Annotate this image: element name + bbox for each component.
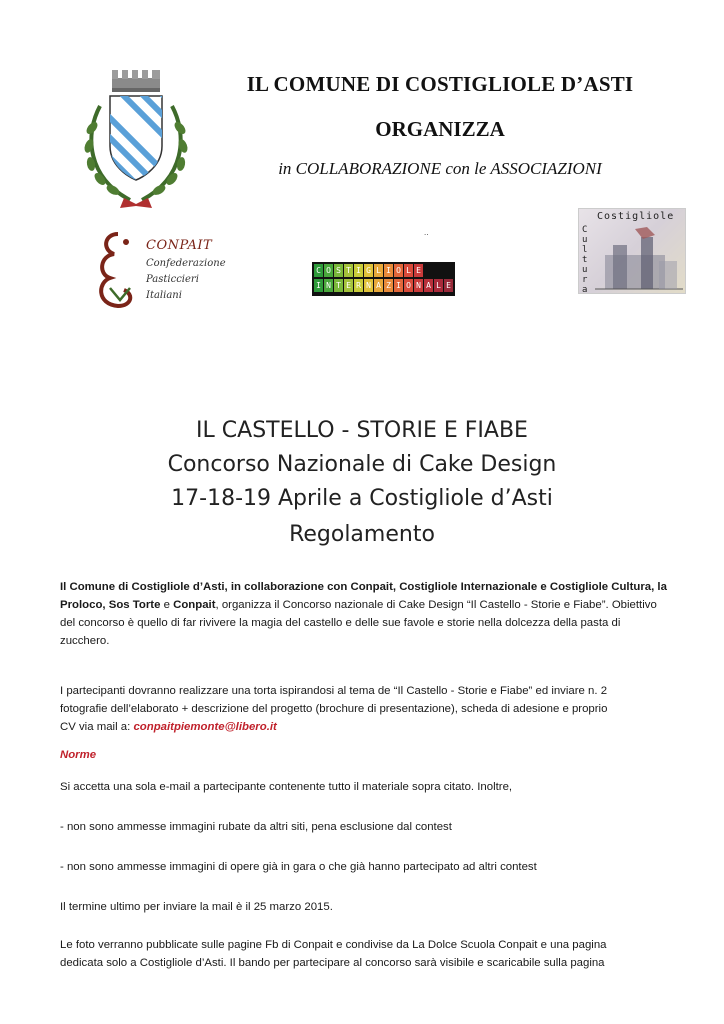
logo-letter-tile: O — [324, 264, 333, 277]
regolamento-heading: Regolamento — [289, 522, 435, 547]
contact-email-link[interactable]: conpaitpiemonte@libero.it — [133, 721, 277, 733]
logo-letter-tile: O — [394, 264, 403, 277]
rule-no-stolen-images: - non sono ammesse immagini rubate da altri siti, pena esclusione dal contest — [60, 821, 452, 833]
logo-letter-tile: C — [314, 264, 323, 277]
header-collaborazione: in COLLABORAZIONE con le ASSOCIAZIONI — [278, 159, 602, 178]
logo-letter-tile: G — [364, 264, 373, 277]
conpait-logo — [94, 230, 244, 310]
logo-letter-tile: N — [364, 279, 373, 292]
logo-letter-tile: E — [444, 279, 453, 292]
publication-line2: dedicata solo a Costigliole d’Asti. Il bando per partecipare al concorso sarà visibile e scaricabile sulla pagina — [60, 957, 605, 969]
conpait-line2: Pasticcieri — [146, 274, 199, 285]
participation-paragraph — [60, 682, 670, 736]
costigliole-cultura-logo — [578, 208, 686, 294]
event-subtitle: Concorso Nazionale di Cake Design — [167, 452, 557, 477]
logo-letter-tile: Z — [384, 279, 393, 292]
event-title: IL CASTELLO - STORIE E FIABE — [196, 418, 528, 443]
participation-line1: I partecipanti dovranno realizzare una torta ispirandosi al tema de “Il Castello - Storie e Fiabe” ed inviare n. 2 — [60, 685, 608, 697]
rule-no-previous-works: - non sono ammesse immagini di opere già in gara o che già hanno partecipato ad altri contest — [60, 861, 537, 873]
publication-line1: Le foto verranno pubblicate sulle pagine Fb di Conpait e condivise da La Dolce Scuola Conpait e una pagina — [60, 939, 607, 951]
logo-letter-tile: T — [334, 279, 343, 292]
logo-letter-tile: N — [414, 279, 423, 292]
header-title: IL COMUNE DI COSTIGLIOLE D’ASTI — [246, 72, 634, 96]
logo-letter-tile: I — [384, 264, 393, 277]
logo-letter-tile: L — [434, 279, 443, 292]
logo-letter-tile: E — [414, 264, 423, 277]
conpait-emblem — [94, 230, 140, 310]
participation-line2: fotografie dell’elaborato + descrizione del progetto (brochure di presentazione), scheda di adesione e proprio — [60, 703, 608, 715]
participation-line3: CV via mail a: — [60, 721, 134, 733]
header-organizza: ORGANIZZA — [375, 117, 505, 141]
intro-rest: , organizza il Concorso nazionale di Cake Design “Il Castello - Storie e Fiabe”. Obiettivo del concorso è quello di far rivivere la magia del castello e delle sue favole e storie nella dolcezza della pasta di zucchero. — [60, 599, 657, 647]
intro-paragraph — [60, 578, 670, 650]
logo-letter-tile: A — [424, 279, 433, 292]
intro-and: e — [160, 599, 174, 611]
logo-letter-tile: I — [394, 279, 403, 292]
event-dates: 17-18-19 Aprile a Costigliole d’Asti — [171, 486, 553, 511]
logo-letter-tile: N — [324, 279, 333, 292]
coat-of-arms-logo — [78, 66, 194, 212]
logo-letter-tile: S — [334, 264, 343, 277]
logo-letter-tile: L — [374, 264, 383, 277]
cultura-top-text: Costigliole — [597, 211, 675, 222]
separator-dots: .. — [424, 228, 429, 237]
intro-bold-conpait: Conpait — [173, 599, 216, 611]
logo-letter-tile: I — [354, 264, 363, 277]
intro-bold-organizers: Il Comune di Costigliole d’Asti, in collaborazione con Conpait, Costigliole Internazionale e Costigliole Cultura, la Proloco, Sos Torte — [60, 581, 667, 611]
conpait-name: CONPAIT — [146, 238, 213, 253]
rule-deadline: Il termine ultimo per inviare la mail è il 25 marzo 2015. — [60, 901, 333, 913]
norme-heading — [60, 746, 670, 764]
cultura-side-text: Cultura — [582, 225, 588, 295]
logo-letter-tile: O — [404, 279, 413, 292]
logo-letter-tile: I — [314, 279, 323, 292]
rule-single-email: Si accetta una sola e-mail a partecipante contenente tutto il materiale sopra citato. Inoltre, — [60, 781, 513, 793]
norme-title: Norme — [60, 749, 97, 761]
logo-letter-tile: T — [344, 264, 353, 277]
logo-letter-tile: E — [344, 279, 353, 292]
logo-letter-tile: L — [404, 264, 413, 277]
logo-letter-tile: A — [374, 279, 383, 292]
conpait-line1: Confederazione — [146, 258, 226, 269]
costigliole-internazionale-logo — [312, 262, 455, 296]
rule-publication — [60, 936, 670, 972]
castle-sketch-icon — [595, 225, 683, 291]
logo-letter-tile: R — [354, 279, 363, 292]
conpait-line3: Italiani — [146, 290, 182, 301]
